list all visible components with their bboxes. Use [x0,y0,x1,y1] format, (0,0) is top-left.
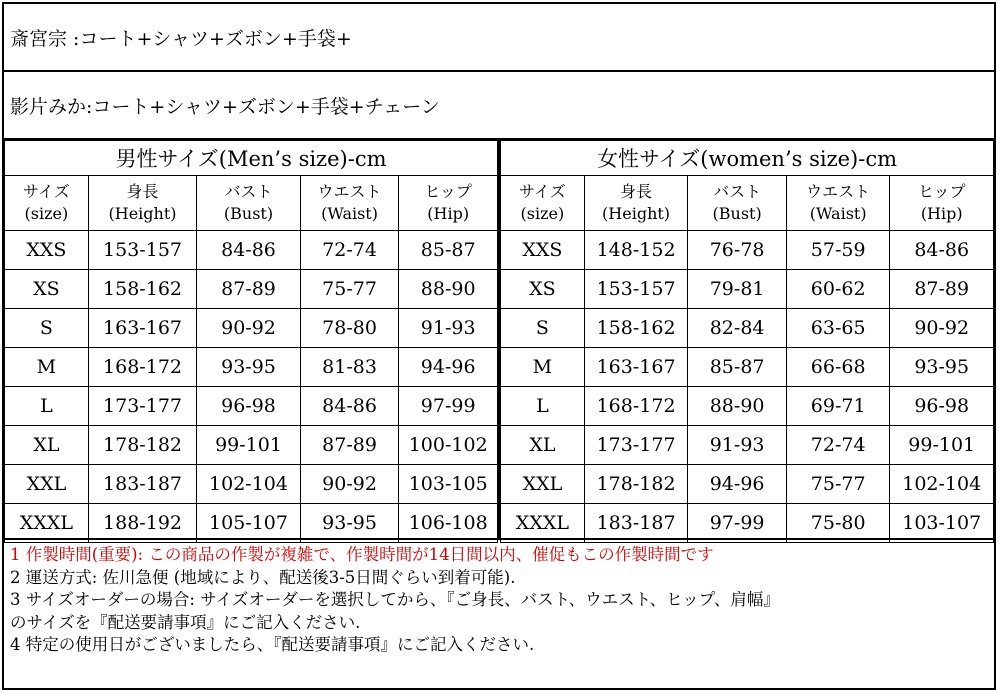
women-table-row [501,387,994,426]
men-table-cell: XXS [5,231,89,270]
men-table-cell: 87-89 [197,270,301,309]
women-column-header-en: (Height) [602,204,671,223]
men-table-cell: 85-87 [399,231,498,270]
women-table-cell: 183-187 [584,504,688,543]
men-table-row [5,270,498,309]
women-table-row [501,426,994,465]
men-table-row [5,387,498,426]
men-table-cell: 100-102 [399,426,498,465]
note-production-time: 1 作製時間(重要): この商品の作製が複雑で、作製時間が14日間以内、催促もこの作製時間です [10,545,714,564]
women-table-cell: 69-71 [786,387,890,426]
note-custom-size-cont: のサイズを『配送要請事項』にご記入ください. [10,612,361,632]
women-column-header-ja: ウエスト [806,182,871,201]
men-table-row [5,426,498,465]
women-table-cell: 91-93 [688,426,787,465]
women-table-cell: S [501,309,585,348]
women-table-cell: L [501,387,585,426]
men-table-cell: 84-86 [300,387,399,426]
men-table-cell: 96-98 [197,387,301,426]
women-table-cell: 178-182 [584,465,688,504]
women-table-row [501,348,994,387]
women-table-cell: 168-172 [584,387,688,426]
men-table-cell: 105-107 [197,504,301,543]
women-table-cell: 76-78 [688,231,787,270]
men-column-header-en: (Height) [108,204,177,223]
men-size-table-wrap [4,140,500,538]
women-table-cell: 63-65 [786,309,890,348]
men-table-row [5,504,498,543]
women-table-cell: 90-92 [890,309,994,348]
women-column-header-ja: 身長 [620,182,653,201]
women-table-cell: 103-107 [890,504,994,543]
men-table-cell: 178-182 [88,426,196,465]
note-custom-size: 3 サイズオーダーの場合: サイズオーダーを選択してから、『ご身長、バスト、ウエスト、ヒップ、肩幅』 [10,590,780,609]
women-column-header-en: (Waist) [809,204,867,223]
men-column-header-en: (Bust) [223,204,274,223]
product-line-2-text: 影片みか:コート+シャツ+ズボン+手袋+チェーン [10,95,440,118]
women-table-cell: 66-68 [786,348,890,387]
men-table-cell: 102-104 [197,465,301,504]
men-table-cell: 81-83 [300,348,399,387]
women-table-row [501,231,994,270]
men-size-table [4,140,498,543]
men-table-cell: 87-89 [300,426,399,465]
women-table-title: 女性サイズ(women’s size)-cm [501,141,994,176]
women-table-cell: 102-104 [890,465,994,504]
women-table-cell: XXL [501,465,585,504]
men-table-cell: 84-86 [197,231,301,270]
product-line-1-text: 斎宮宗 :コート+シャツ+ズボン+手袋+ [10,27,352,50]
women-table-row [501,504,994,543]
women-table-cell: 82-84 [688,309,787,348]
men-table-cell: 183-187 [88,465,196,504]
women-table-cell: XXXL [501,504,585,543]
men-table-cell: 88-90 [399,270,498,309]
product-line-2 [4,72,994,140]
women-column-header-ja: バスト [713,182,762,201]
women-table-cell: 153-157 [584,270,688,309]
men-table-title: 男性サイズ(Men’s size)-cm [5,141,498,176]
men-table-cell: 94-96 [399,348,498,387]
women-table-cell: 94-96 [688,465,787,504]
product-line-1 [4,4,994,72]
men-column-header [300,176,399,231]
men-table-cell: XXXL [5,504,89,543]
women-table-cell: 72-74 [786,426,890,465]
men-column-header-ja: ヒップ [424,182,472,201]
women-table-row [501,309,994,348]
women-table-cell: 75-77 [786,465,890,504]
men-table-row [5,348,498,387]
women-table-cell: 57-59 [786,231,890,270]
women-table-cell: 99-101 [890,426,994,465]
women-table-cell: XS [501,270,585,309]
women-table-cell: 148-152 [584,231,688,270]
men-table-cell: 93-95 [300,504,399,543]
men-table-cell: XXL [5,465,89,504]
men-table-cell: M [5,348,89,387]
men-table-cell: 163-167 [88,309,196,348]
women-table-cell: M [501,348,585,387]
men-table-cell: 99-101 [197,426,301,465]
men-column-header-en: (Hip) [427,204,470,223]
women-column-header-en: (Hip) [920,204,963,223]
women-table-cell: 163-167 [584,348,688,387]
men-column-header-ja: サイズ [23,182,70,201]
women-table-cell: 88-90 [688,387,787,426]
women-table-cell: 84-86 [890,231,994,270]
men-table-cell: 173-177 [88,387,196,426]
size-chart-sheet [2,2,996,690]
men-table-cell: 168-172 [88,348,196,387]
men-table-cell: 93-95 [197,348,301,387]
women-column-header [890,176,994,231]
women-table-cell: 97-99 [688,504,787,543]
men-column-header [88,176,196,231]
men-table-cell: 90-92 [300,465,399,504]
women-column-header [501,176,585,231]
men-column-header [197,176,301,231]
women-table-cell: XXS [501,231,585,270]
women-size-table [500,140,994,543]
men-table-cell: 91-93 [399,309,498,348]
men-table-cell: 153-157 [88,231,196,270]
men-table-row [5,309,498,348]
size-tables [4,140,994,540]
women-table-cell: 93-95 [890,348,994,387]
women-table-cell: 87-89 [890,270,994,309]
women-table-cell: 158-162 [584,309,688,348]
men-table-cell: L [5,387,89,426]
men-table-cell: 97-99 [399,387,498,426]
men-table-cell: 106-108 [399,504,498,543]
men-column-header-ja: バスト [224,182,273,201]
men-table-cell: 75-77 [300,270,399,309]
women-table-cell: XL [501,426,585,465]
men-column-header [399,176,498,231]
men-table-cell: XL [5,426,89,465]
women-column-header-en: (size) [520,204,565,223]
women-column-header-en: (Bust) [712,204,762,223]
women-column-header [786,176,890,231]
men-column-header-en: (size) [24,204,69,223]
men-table-cell: 78-80 [300,309,399,348]
women-table-cell: 75-80 [786,504,890,543]
women-table-row [501,465,994,504]
men-table-row [5,465,498,504]
women-column-header [688,176,787,231]
women-table-cell: 96-98 [890,387,994,426]
men-table-cell: XS [5,270,89,309]
women-table-cell: 79-81 [688,270,787,309]
men-table-cell: 158-162 [88,270,196,309]
women-column-header-ja: サイズ [519,182,566,201]
women-table-cell: 85-87 [688,348,787,387]
men-column-header-en: (Waist) [321,204,378,223]
men-table-cell: S [5,309,89,348]
women-table-cell: 173-177 [584,426,688,465]
women-column-header-ja: ヒップ [917,182,966,201]
women-size-table-wrap [500,140,994,538]
men-table-cell: 103-105 [399,465,498,504]
women-table-row [501,270,994,309]
note-specific-date: 4 特定の使用日がございましたら、『配送要請事項』にご記入ください. [10,635,535,654]
men-table-row [5,231,498,270]
men-column-header-ja: ウエスト [317,182,382,201]
men-column-header-ja: 身長 [126,182,159,201]
note-shipping: 2 運送方式: 佐川急便 (地域により、配送後3-5日間ぐらい到着可能). [10,567,516,587]
notes-section [4,540,994,657]
women-table-cell: 60-62 [786,270,890,309]
men-table-cell: 188-192 [88,504,196,543]
men-table-cell: 90-92 [197,309,301,348]
men-column-header [5,176,89,231]
men-table-cell: 72-74 [300,231,399,270]
women-column-header [584,176,688,231]
